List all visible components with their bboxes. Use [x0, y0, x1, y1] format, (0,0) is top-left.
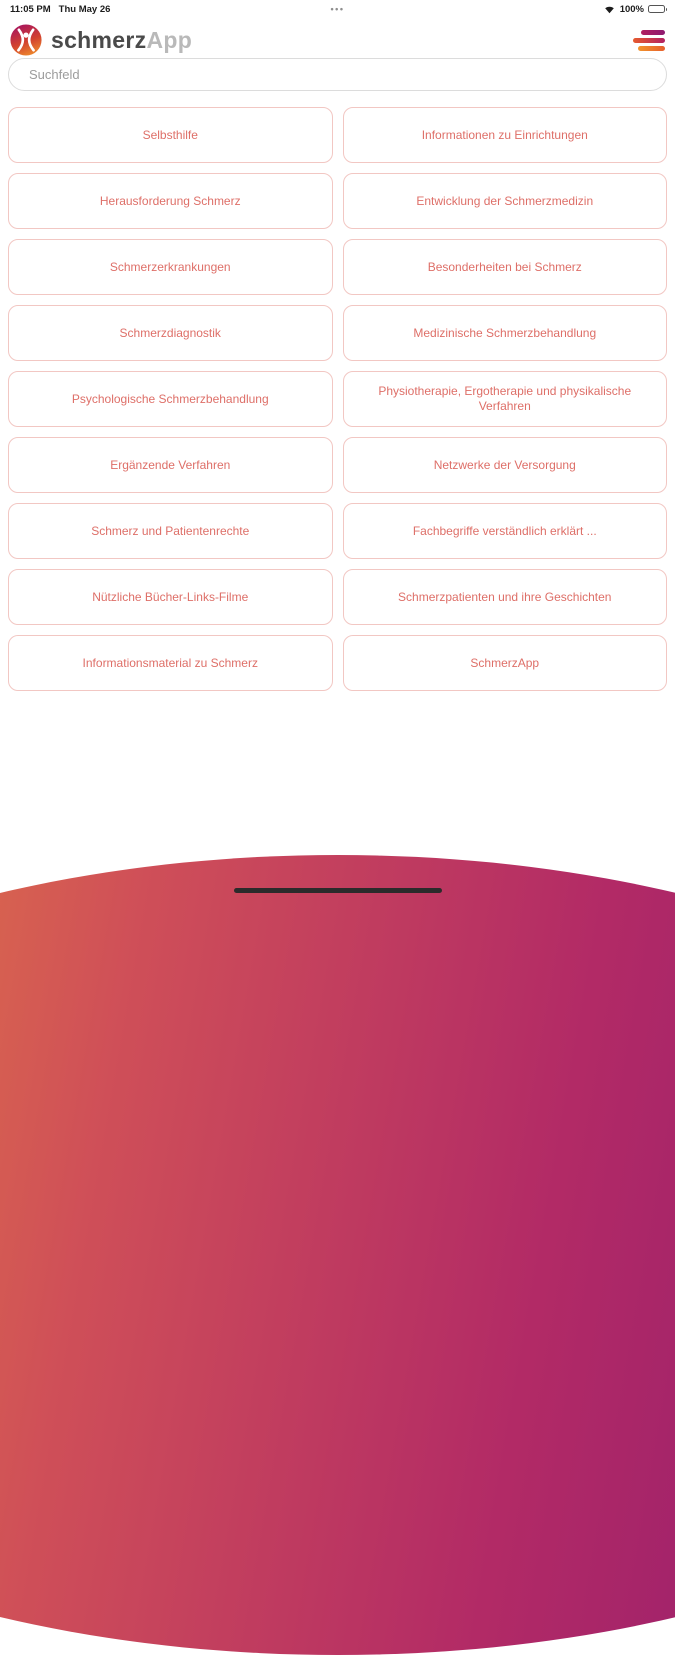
- grid-button-18[interactable]: [343, 635, 668, 691]
- grid-button-9[interactable]: [8, 371, 333, 427]
- grid-button-8[interactable]: [343, 305, 668, 361]
- grid-button-2[interactable]: [343, 107, 668, 163]
- clock-label: 11:05 PM: [10, 3, 51, 15]
- grid-button-5[interactable]: [8, 239, 333, 295]
- menu-bar-icon: [633, 38, 665, 43]
- app-title-primary: schmerz: [51, 26, 147, 53]
- wifi-icon: [603, 4, 616, 14]
- status-right: [603, 4, 665, 15]
- button-grid: [8, 107, 667, 691]
- app-header: [10, 21, 665, 59]
- status-left: [10, 4, 110, 15]
- grid-button-label: Fachbegriffe verständlich erklärt ...: [412, 523, 597, 538]
- grid-button-label: SchmerzApp: [470, 655, 540, 670]
- grid-button-10[interactable]: [343, 371, 668, 427]
- grid-button-6[interactable]: [343, 239, 668, 295]
- grid-button-11[interactable]: [8, 437, 333, 493]
- home-indicator[interactable]: [234, 888, 442, 893]
- battery-percent-label: 100%: [619, 3, 644, 15]
- grid-button-label: Informationen zu Einrichtungen: [421, 127, 588, 142]
- grid-button-label: Ergänzende Verfahren: [110, 457, 231, 472]
- grid-button-label: Schmerz und Patientenrechte: [91, 523, 250, 538]
- grid-button-label: Schmerzpatienten und ihre Geschichten: [398, 589, 612, 604]
- grid-button-label: Medizinische Schmerzbehandlung: [413, 325, 597, 340]
- grid-button-label: Entwicklung der Schmerzmedizin: [416, 193, 594, 208]
- grid-button-label: Nützliche Bücher-Links-Filme: [92, 589, 249, 604]
- grid-button-17[interactable]: [8, 635, 333, 691]
- grid-button-4[interactable]: [343, 173, 668, 229]
- grid-button-label: Selbsthilfe: [142, 127, 198, 142]
- grid-button-label: Netzwerke der Versorgung: [433, 457, 576, 472]
- grid-button-7[interactable]: [8, 305, 333, 361]
- grid-button-15[interactable]: [8, 569, 333, 625]
- grid-button-16[interactable]: [343, 569, 668, 625]
- bottom-gradient-arc: [0, 855, 675, 1655]
- grid-button-14[interactable]: [343, 503, 668, 559]
- grid-button-12[interactable]: [343, 437, 668, 493]
- hamburger-menu-button[interactable]: [633, 26, 665, 55]
- grid-button-label: Herausforderung Schmerz: [99, 193, 241, 208]
- battery-icon: [648, 5, 665, 14]
- grid-button-13[interactable]: [8, 503, 333, 559]
- search-container: [8, 58, 667, 91]
- grid-button-label: Schmerzdiagnostik: [119, 325, 221, 340]
- app-logo-icon: [10, 24, 42, 56]
- status-bar: [0, 0, 675, 16]
- menu-bar-icon: [641, 30, 665, 35]
- grid-button-3[interactable]: [8, 173, 333, 229]
- multitasking-dots-icon: •••: [330, 4, 345, 14]
- grid-button-1[interactable]: [8, 107, 333, 163]
- app-title-secondary: App: [146, 26, 193, 53]
- date-label: Thu May 26: [58, 3, 111, 15]
- grid-button-label: Schmerzerkrankungen: [109, 259, 231, 274]
- grid-button-label: Besonderheiten bei Schmerz: [427, 259, 582, 274]
- app-title: [51, 27, 192, 54]
- grid-button-label: Informationsmaterial zu Schmerz: [82, 655, 258, 670]
- search-input[interactable]: [8, 58, 667, 91]
- menu-bar-icon: [638, 46, 665, 51]
- grid-button-label: Psychologische Schmerzbehandlung: [71, 391, 269, 406]
- grid-button-label: Physiotherapie, Ergotherapie und physikalische Verfahren: [378, 384, 632, 413]
